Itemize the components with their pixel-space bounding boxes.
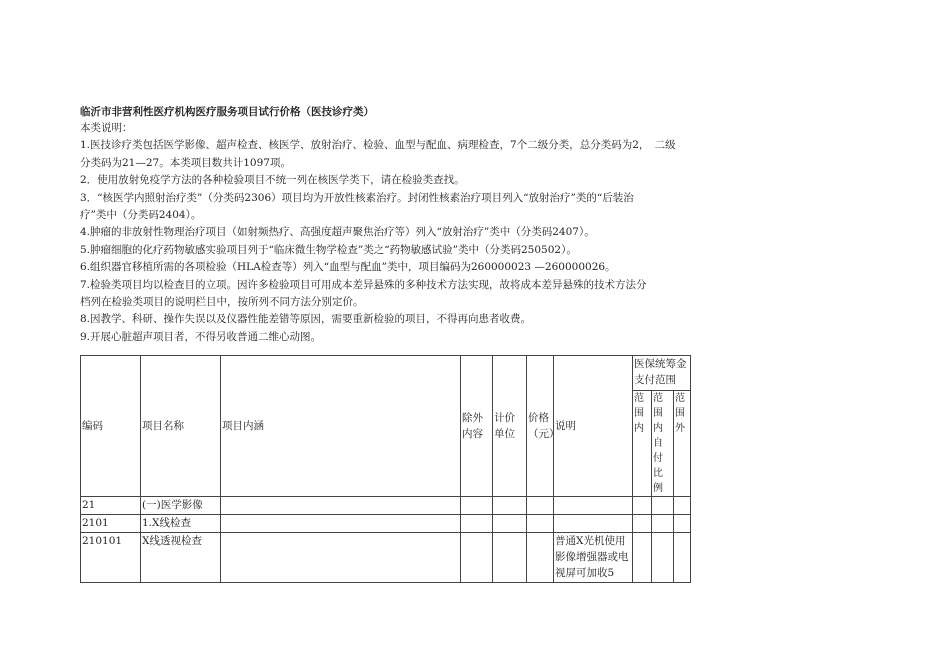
cell-content bbox=[221, 497, 461, 515]
cell-name: X线透视检查 bbox=[141, 533, 221, 583]
cell-remark bbox=[554, 515, 633, 533]
header-content: 项目内涵 bbox=[221, 356, 461, 497]
note-line: 3．“核医学内照射治疗类”（分类码2306）项目均为开放性核素治疗。封闭性核素治疗项目列入“放射治疗”类的“后装治 bbox=[80, 191, 634, 204]
cell-price bbox=[527, 533, 554, 583]
cell-content bbox=[221, 533, 461, 583]
cell-remark bbox=[554, 497, 633, 515]
cell-out-of-scope bbox=[674, 533, 691, 583]
note-line: 8.因教学、科研、操作失误以及仪器性能差错等原因，需要重新检验的项目，不得再向患者收费。 bbox=[80, 313, 532, 326]
cell-excluded bbox=[461, 533, 493, 583]
cell-out-of-scope bbox=[674, 497, 691, 515]
header-in-scope: 范围内 bbox=[633, 391, 652, 497]
price-table bbox=[80, 355, 691, 583]
table-row bbox=[81, 515, 691, 533]
cell-self-pay bbox=[652, 515, 674, 533]
document-body bbox=[80, 104, 692, 346]
header-remark: 说明 bbox=[554, 356, 633, 497]
cell-unit bbox=[493, 497, 527, 515]
cell-code: 210101 bbox=[81, 533, 141, 583]
note-line: 档列在检验类项目的说明栏目中，按所列不同方法分别定价。 bbox=[80, 296, 364, 309]
note-line: 疗”类中（分类码2404）。 bbox=[80, 209, 202, 222]
note-line: 7.检验类项目均以检查目的立项。因许多检验项目可用成本差异悬殊的多种技术方法实现，故将成本差异悬殊的技术方法分 bbox=[80, 278, 647, 291]
header-price: 价格（元） bbox=[527, 356, 554, 497]
table-row bbox=[81, 497, 691, 515]
header-in-scope-self-pay: 范围内自付比例 bbox=[652, 391, 674, 497]
cell-price bbox=[527, 515, 554, 533]
cell-in-scope bbox=[633, 497, 652, 515]
cell-in-scope bbox=[633, 533, 652, 583]
note-line: 5.肿瘤细胞的化疗药物敏感实验项目列于“临床微生物学检查”类之“药物敏感试验”类中（分类码250502）。 bbox=[80, 243, 577, 256]
cell-code: 2101 bbox=[81, 515, 141, 533]
header-unit: 计价单位 bbox=[493, 356, 527, 497]
header-out-of-scope: 范围外 bbox=[674, 391, 691, 497]
cell-name: 1.X线检查 bbox=[141, 515, 221, 533]
cell-remark: 普通X光机使用影像增强器或电视屏可加收5 bbox=[554, 533, 633, 583]
table-row bbox=[81, 533, 691, 583]
cell-unit bbox=[493, 533, 527, 583]
document-title: 临沂市非营利性医疗机构医疗服务项目试行价格（医技诊疗类） bbox=[80, 106, 374, 118]
cell-content bbox=[221, 515, 461, 533]
cell-excluded bbox=[461, 497, 493, 515]
cell-unit bbox=[493, 515, 527, 533]
cell-price bbox=[527, 497, 554, 515]
cell-self-pay bbox=[652, 533, 674, 583]
cell-in-scope bbox=[633, 515, 652, 533]
note-line: 2．使用放射免疫学方法的各种检验项目不统一列在核医学类下，请在检验类查找。 bbox=[80, 174, 465, 187]
header-name: 项目名称 bbox=[141, 356, 221, 497]
note-line: 1.医技诊疗类包括医学影像、超声检查、核医学、放射治疗、检验、血型与配血、病理检查，7个二级分类，总分类码为2， 二级 bbox=[80, 139, 676, 152]
intro-label: 本类说明： bbox=[80, 122, 133, 134]
cell-name: (一)医学影像 bbox=[141, 497, 221, 515]
note-line: 6.组织器官移植所需的各项检验（HLA检查等）列入“血型与配血”类中，项目编码为260000023 —260000026。 bbox=[80, 261, 616, 274]
note-line: 9.开展心脏超声项目者，不得另收普通二维心动图。 bbox=[80, 330, 322, 343]
header-code: 编码 bbox=[81, 356, 141, 497]
header-excluded: 除外内容 bbox=[461, 356, 493, 497]
header-insurance-group: 医保统筹金支付范围 bbox=[633, 356, 691, 391]
cell-out-of-scope bbox=[674, 515, 691, 533]
note-line: 4.肿瘤的非放射性物理治疗项目（如射频热疗、高强度超声聚焦治疗等）列入“放射治疗”类中（分类码2407）。 bbox=[80, 226, 595, 239]
cell-self-pay bbox=[652, 497, 674, 515]
cell-excluded bbox=[461, 515, 493, 533]
cell-code: 21 bbox=[81, 497, 141, 515]
note-line: 分类码为21—27。本类项目数共计1097项。 bbox=[80, 156, 291, 169]
